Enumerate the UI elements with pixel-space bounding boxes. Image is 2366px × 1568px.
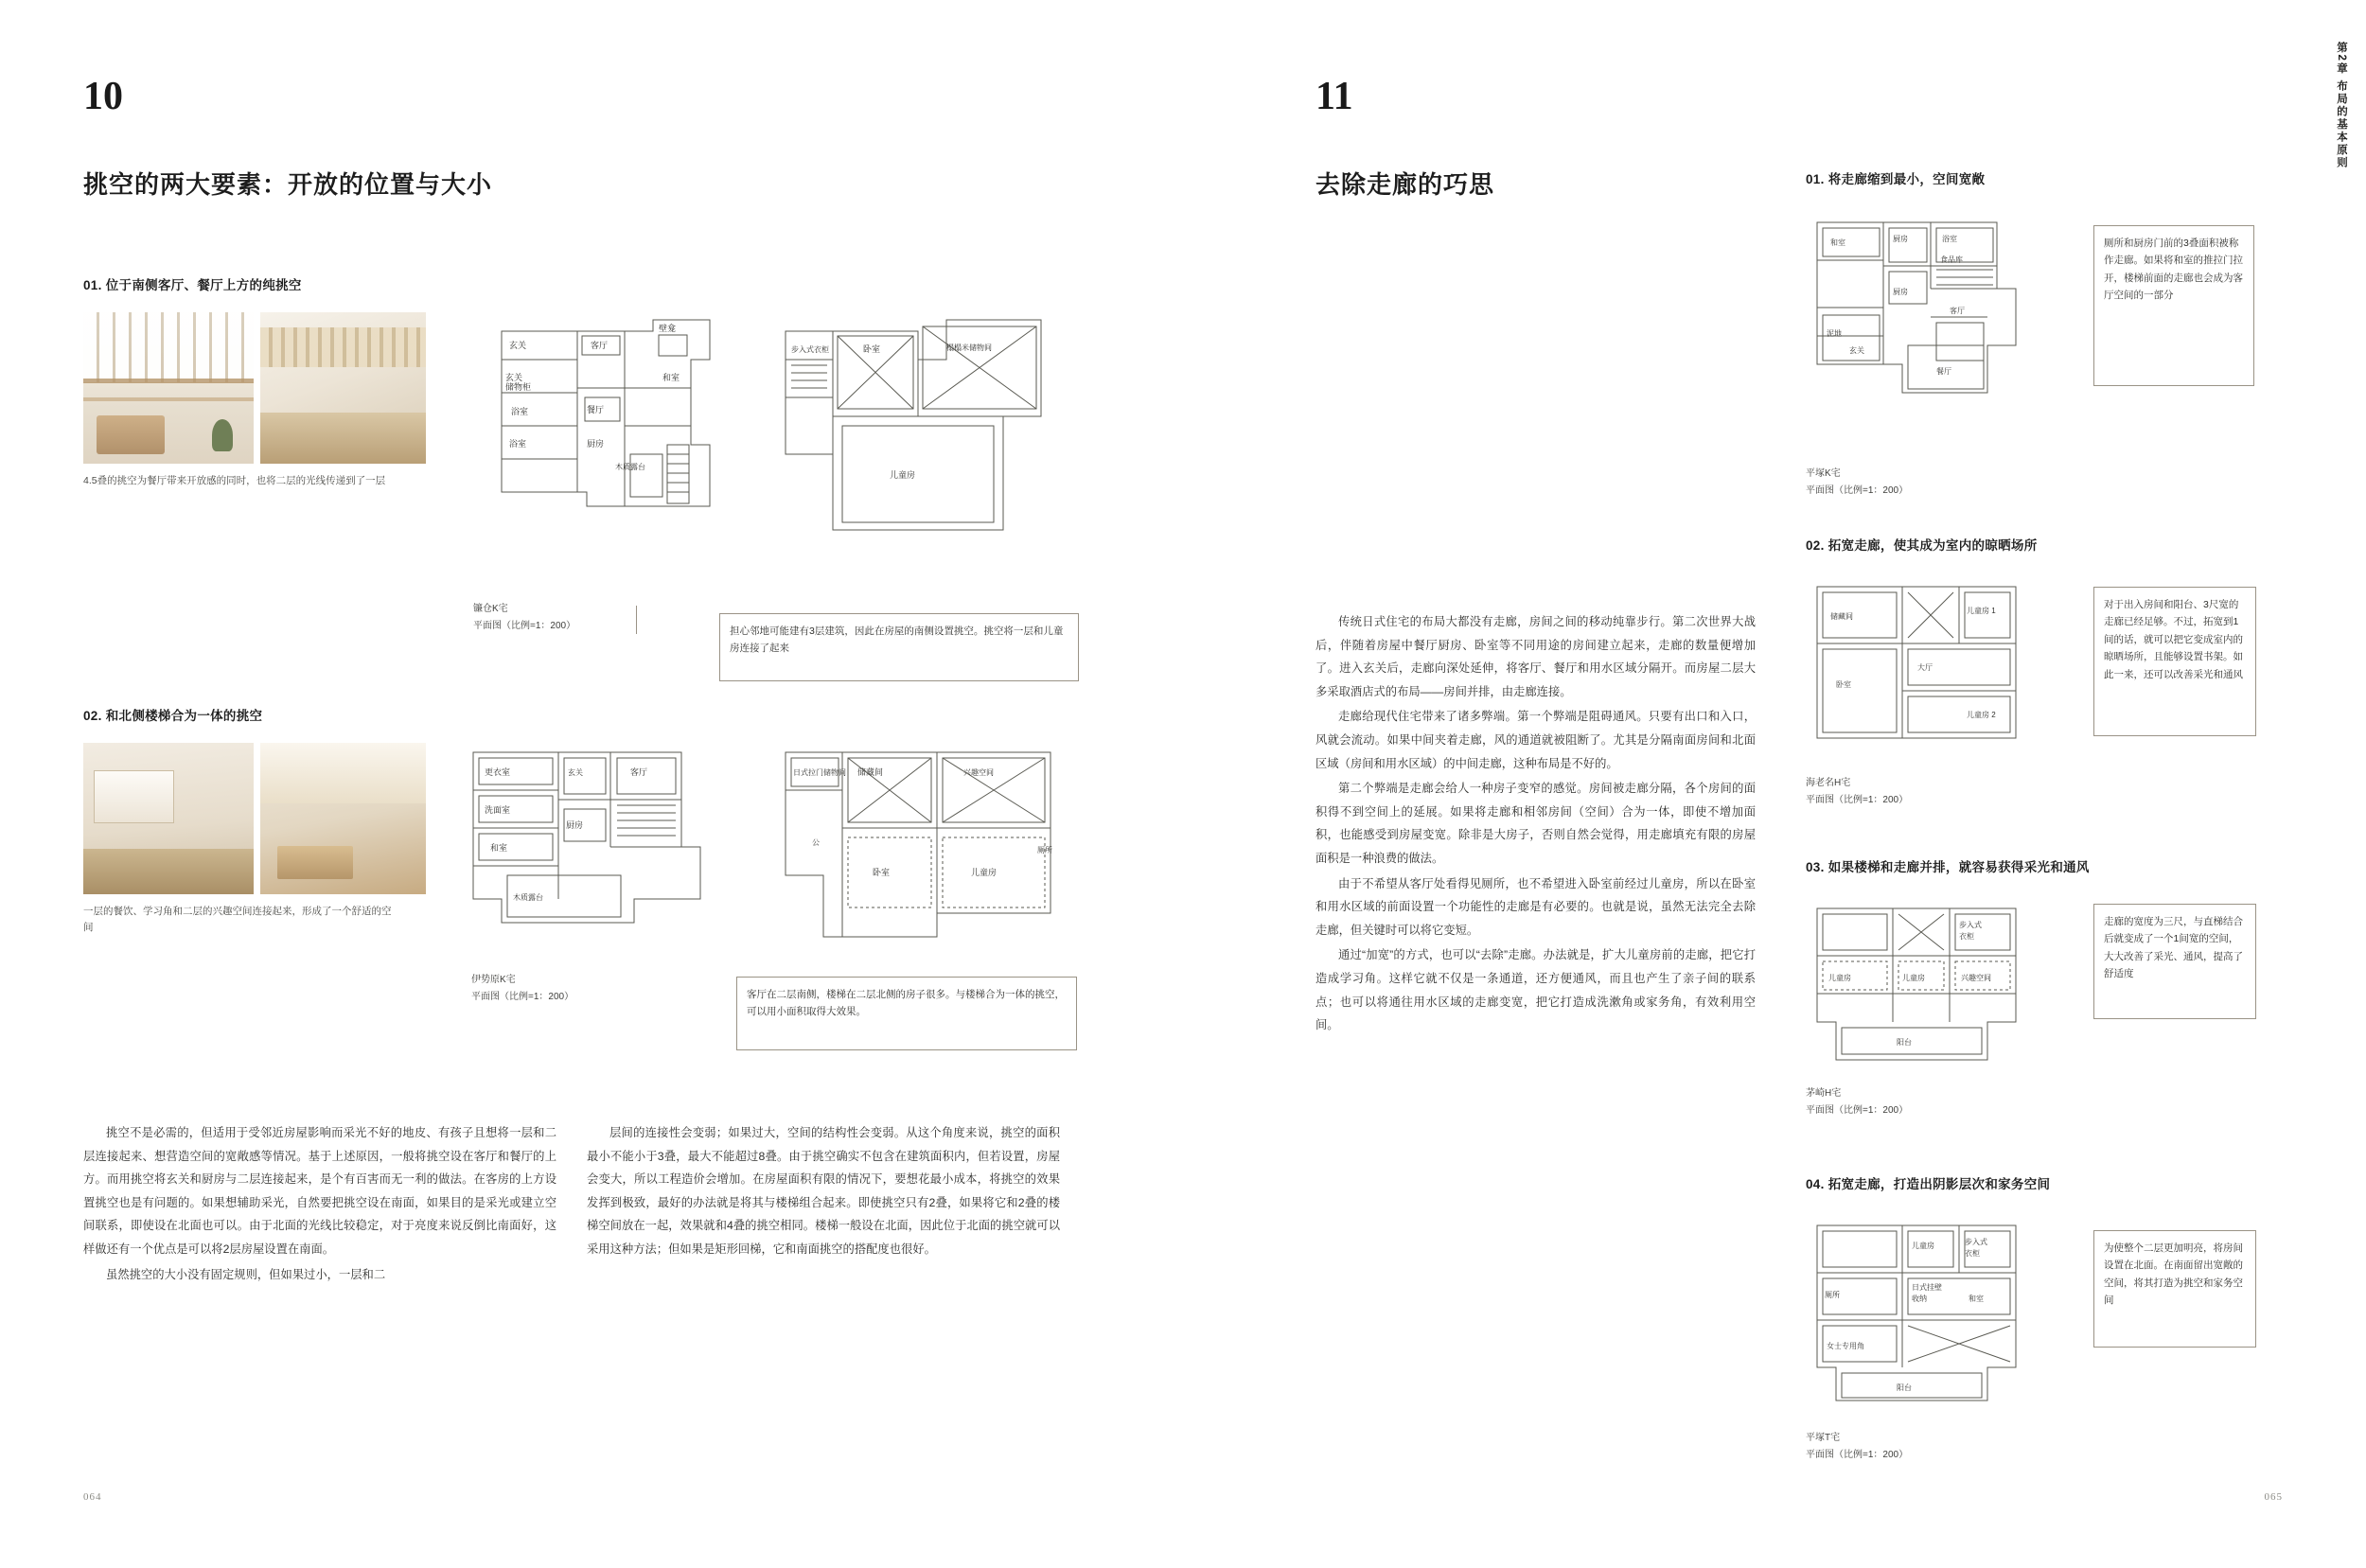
- plan-isehara-k: [445, 733, 1088, 989]
- right-folio: 065: [2264, 1491, 2283, 1503]
- plan-hiratsuka-t: [1798, 1207, 2082, 1424]
- svg-text:衣柜: 衣柜: [1959, 932, 1974, 941]
- svg-text:更衣室: 更衣室: [485, 767, 511, 777]
- svg-text:步入式: 步入式: [1965, 1238, 1987, 1246]
- right-body-para-5: 通过“加宽”的方式，也可以“去除”走廊。办法就是，扩大儿童房前的走廊，把它打造成学习角。这样它就不仅是一条通道，还方便通风，而且也产生了亲子间的联系点；也可以将通往用水区域的走廊变宽，把它打造成洗漱角或家务角，有效利用空间。: [1315, 948, 1756, 1032]
- left-body-para-2: 虽然挑空的大小没有固定规则，但如果过小，一层和二: [106, 1267, 386, 1281]
- svg-text:木质露台: 木质露台: [513, 893, 543, 902]
- svg-text:壁龛: 壁龛: [659, 324, 677, 333]
- left-body-column-2: [587, 1121, 1060, 1263]
- plan-kamakura-k-name: 镰仓K宅: [473, 604, 508, 614]
- svg-text:浴室: 浴室: [509, 439, 527, 449]
- svg-text:儿童房: 儿童房: [971, 868, 998, 877]
- svg-text:公: 公: [812, 838, 820, 847]
- svg-text:收纳: 收纳: [1912, 1295, 1927, 1303]
- svg-text:日式拉门储物间: 日式拉门储物间: [793, 768, 846, 777]
- right-item-04-callout: 为使整个二层更加明亮，将房间设置在北面。在南面留出宽敞的空间，将其打造为挑空和家务空间: [2093, 1230, 2256, 1348]
- svg-text:衣柜: 衣柜: [1965, 1249, 1980, 1258]
- plan-chigasaki-h-name: 茅崎H宅: [1806, 1088, 1842, 1099]
- left-item-02-caption: 一层的餐饮、学习角和二层的兴趣空间连接起来，形成了一个舒适的空间: [83, 906, 392, 933]
- plan-hiratsuka-t-name: 平塚T宅: [1806, 1433, 1841, 1443]
- svg-text:儿童房: 儿童房: [890, 470, 916, 480]
- svg-text:厨房: 厨房: [1893, 235, 1908, 243]
- photo-loft-hobby: [260, 743, 426, 894]
- svg-text:玄关: 玄关: [568, 768, 583, 777]
- plan-ebina-h-scale: 平面图（比例=1：200）: [1806, 795, 1909, 805]
- svg-text:儿童房 1: 儿童房 1: [1967, 607, 1996, 615]
- svg-text:和室: 和室: [1830, 238, 1845, 247]
- svg-text:和室: 和室: [1969, 1295, 1984, 1303]
- right-body-para-4: 由于不希望从客厅处看得见厕所，也不希望进入卧室前经过儿童房，所以在卧室和用水区域的前面设置一个功能性的走廊是有必要的。也就是说，虽然无法完全去除走廊，但关键时可以将它变短。: [1315, 876, 1756, 937]
- svg-text:和室: 和室: [490, 843, 508, 853]
- left-body-column-1: [83, 1121, 556, 1288]
- svg-text:玄关: 玄关: [505, 373, 523, 382]
- svg-text:和室: 和室: [662, 373, 680, 382]
- left-item-01-callout: 担心邻地可能建有3层建筑，因此在房屋的南侧设置挑空。挑空将一层和儿童房连接了起来: [719, 613, 1079, 681]
- right-item-02-heading: 02. 拓宽走廊，使其成为室内的晾晒场所: [1806, 538, 2038, 553]
- svg-text:木质露台: 木质露台: [615, 463, 645, 471]
- left-item-02-heading: 02. 和北侧楼梯合为一体的挑空: [83, 709, 263, 723]
- svg-text:日式挂壁: 日式挂壁: [1912, 1283, 1942, 1292]
- photo-living-atrium: [83, 312, 254, 464]
- svg-text:浴室: 浴室: [1942, 235, 1957, 243]
- left-body-para-1: 挑空不是必需的，但适用于受邻近房屋影响而采光不好的地皮、有孩子且想将一层和二层连接起来、想营造空间的宽敞感等情况。基于上述原因，一般将挑空设在客厅和餐厅的上方。而用挑空将玄关和厨房与二层连接起来，是个有百害而无一利的做法。在客房的上方设置挑空也是有问题的。如果想辅助采光，自然要把挑空设在南面，如果目的是采光或建立空间联系，即使设在北面也可以。由于北面的光线比较稳定，对于亮度来说反倒比南面好，这样做还有一个优点是可以将2层房屋设置在南面。: [83, 1126, 556, 1256]
- svg-text:卧室: 卧室: [863, 344, 881, 354]
- svg-text:洗面室: 洗面室: [485, 805, 511, 815]
- svg-text:兴趣空间: 兴趣空间: [1961, 974, 1991, 982]
- svg-text:卧室: 卧室: [873, 868, 891, 877]
- svg-text:儿童房: 儿童房: [1828, 974, 1851, 982]
- plan-chigasaki-h: [1798, 890, 2082, 1079]
- left-folio: 064: [83, 1491, 102, 1503]
- svg-text:榻榻米储物间: 榻榻米储物间: [946, 344, 992, 352]
- right-item-03-heading: 03. 如果楼梯和走廊并排，就容易获得采光和通风: [1806, 860, 2090, 874]
- left-item-01-heading: 01. 位于南侧客厅、餐厅上方的纯挑空: [83, 278, 302, 292]
- left-section-title: 挑空的两大要素：开放的位置与大小: [83, 171, 493, 199]
- svg-text:兴趣空间: 兴趣空间: [963, 768, 994, 777]
- right-page-number: 11: [1315, 75, 1353, 118]
- svg-text:客厅: 客厅: [630, 767, 648, 777]
- svg-text:餐厅: 餐厅: [1936, 367, 1951, 376]
- svg-text:阳台: 阳台: [1897, 1038, 1912, 1047]
- plan-chigasaki-h-scale: 平面图（比例=1：200）: [1806, 1105, 1909, 1116]
- svg-text:客厅: 客厅: [591, 341, 609, 350]
- svg-text:步入式: 步入式: [1959, 921, 1982, 929]
- svg-text:步入式衣柜: 步入式衣柜: [791, 345, 829, 354]
- plan-kamakura-k-scale: 平面图（比例=1：200）: [473, 621, 576, 631]
- svg-text:大厅: 大厅: [1917, 663, 1933, 672]
- svg-text:泥地: 泥地: [1827, 329, 1842, 338]
- leader-line-1: [636, 606, 637, 634]
- svg-text:储藏间: 储藏间: [1830, 612, 1853, 621]
- svg-text:厨房: 厨房: [587, 439, 605, 449]
- svg-text:储藏间: 储藏间: [857, 767, 884, 777]
- right-item-03-callout: 走廊的宽度为三尺，与直梯结合后就变成了一个1间宽的空间，大大改善了采光、通风，提高了舒适度: [2093, 904, 2256, 1019]
- right-item-01-heading: 01. 将走廊缩到最小，空间宽敞: [1806, 172, 1986, 186]
- svg-text:储物柜: 储物柜: [505, 382, 532, 392]
- chapter-tab: 第2章 布局的基本原则: [2336, 42, 2347, 170]
- right-section-title: 去除走廊的巧思: [1315, 171, 1495, 199]
- plan-hiratsuka-k-name: 平塚K宅: [1806, 468, 1841, 479]
- right-page: [1183, 0, 2366, 1568]
- svg-text:厨房: 厨房: [1893, 288, 1908, 296]
- svg-text:卧室: 卧室: [1836, 680, 1851, 689]
- right-body-column: [1315, 610, 1756, 1039]
- svg-text:餐厅: 餐厅: [587, 405, 605, 414]
- plan-hiratsuka-k: [1798, 203, 2092, 454]
- svg-text:女士专用角: 女士专用角: [1827, 1342, 1864, 1350]
- photo-dining-study: [83, 743, 254, 894]
- right-body-para-3: 第二个弊端是走廊会给人一种房子变窄的感觉。房间被走廊分隔，各个房间的面积得不到空间上的延展。如果将走廊和相邻房间（空间）合为一体，即使不增加面积，也能感受到房屋变宽。除非是大房子，否则自然会觉得，用走廊填充有限的房屋面积是一种浪费的做法。: [1315, 782, 1756, 865]
- plan-hiratsuka-t-scale: 平面图（比例=1：200）: [1806, 1450, 1909, 1460]
- left-body-para-3: 层间的连接性会变弱；如果过大，空间的结构性会变弱。从这个角度来说，挑空的面积最小不能小于3叠，最大不能超过8叠。由于挑空确实不包含在建筑面积内，但若设置，房屋会变大，所以工程造价会增加。在房屋面积有限的情况下，要想花最小成本，将挑空的效果发挥到极致，最好的办法就是将其与楼梯组合起来。即使挑空只有2叠，如果将它和2叠的楼梯空间放在一起，效果就和4叠的挑空相同。楼梯一般设在北面，因此位于北面的挑空就可以采用这种方法；但如果是矩形回梯，它和南面挑空的搭配度也很好。: [587, 1126, 1060, 1256]
- svg-text:儿童房: 儿童房: [1912, 1242, 1934, 1250]
- right-item-02-callout: 对于出入房间和阳台、3尺宽的走廊已经足够。不过，拓宽到1间的话，就可以把它变成室内的晾晒场所，且能够设置书架。如此一来，还可以改善采光和通风: [2093, 587, 2256, 736]
- plan-isehara-k-scale: 平面图（比例=1：200）: [471, 992, 574, 1002]
- right-item-01-callout: 厕所和厨房门前的3叠面积被称作走廊。如果将和室的推拉门拉开，楼梯前面的走廊也会成为客厅空间的一部分: [2093, 225, 2254, 386]
- left-item-02-callout: 客厅在二层南侧，楼梯在二层北侧的房子很多。与楼梯合为一体的挑空，可以用小面积取得大效果。: [736, 977, 1077, 1050]
- svg-text:浴室: 浴室: [511, 407, 529, 416]
- svg-text:玄关: 玄关: [509, 341, 527, 350]
- svg-text:阳台: 阳台: [1897, 1383, 1912, 1392]
- plan-ebina-h: [1798, 568, 2082, 766]
- photo-corridor-railing: [260, 312, 426, 464]
- svg-text:儿童房 2: 儿童房 2: [1967, 711, 1996, 719]
- svg-text:客厅: 客厅: [1950, 307, 1965, 315]
- right-body-para-2: 走廊给现代住宅带来了诸多弊端。第一个弊端是阻碍通风。只要有出口和入口，风就会流动。如果中间夹着走廊，风的通道就被阻断了。尤其是分隔南面房间和北面区域（房间和用水区域）的中间走廊，这种布局是不好的。: [1315, 710, 1756, 770]
- svg-text:玄关: 玄关: [1849, 346, 1864, 355]
- svg-text:厕所: 厕所: [1825, 1291, 1840, 1299]
- plan-ebina-h-name: 海老名H宅: [1806, 778, 1851, 788]
- svg-text:厨房: 厨房: [566, 820, 584, 830]
- svg-text:食品库: 食品库: [1940, 255, 1963, 264]
- right-body-para-1: 传统日式住宅的布局大都没有走廊，房间之间的移动纯靠步行。第二次世界大战后，伴随着房屋中餐厅厨房、卧室等不同用途的房间建立起来，走廊的数量便增加了。进入玄关后，走廊向深处延伸，将客厅、餐厅和用水区域分隔开。而房屋二层大多采取酒店式的布局——房间并排，由走廊连接。: [1315, 615, 1756, 698]
- left-item-01-caption: 4.5叠的挑空为餐厅带来开放感的同时，也将二层的光线传递到了一层: [83, 475, 386, 486]
- svg-text:厕所: 厕所: [1037, 846, 1052, 854]
- plan-hiratsuka-k-scale: 平面图（比例=1：200）: [1806, 485, 1909, 496]
- plan-kamakura-k: [473, 303, 1079, 587]
- plan-isehara-k-name: 伊势原K宅: [471, 975, 516, 985]
- left-page-number: 10: [83, 75, 123, 118]
- svg-text:儿童房: 儿童房: [1902, 974, 1925, 982]
- right-item-04-heading: 04. 拓宽走廊，打造出阴影层次和家务空间: [1806, 1177, 2051, 1191]
